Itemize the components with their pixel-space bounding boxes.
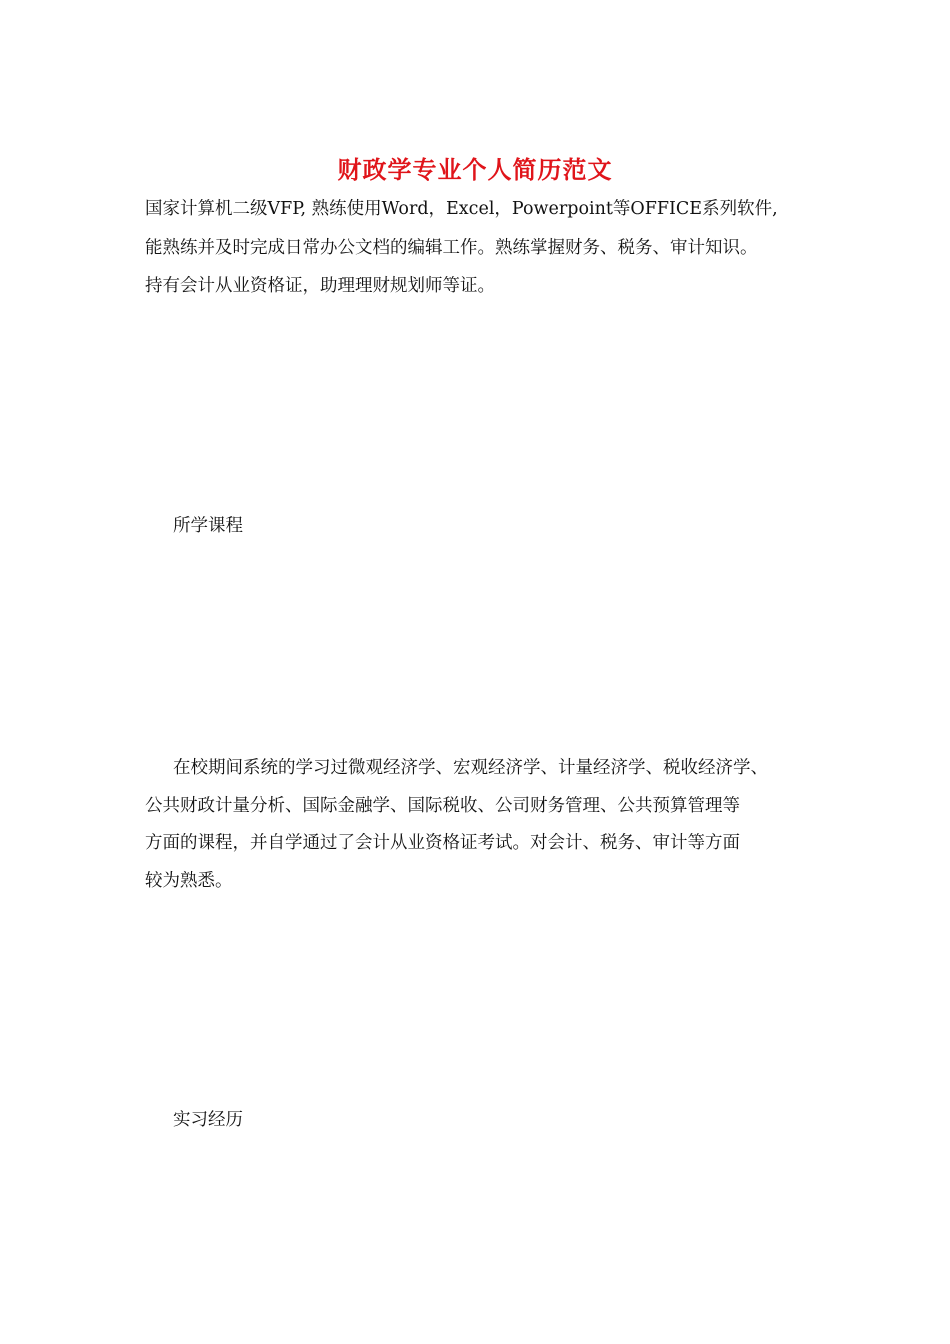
course-line-4: 较为熟悉。 xyxy=(145,871,233,891)
intro-line-2: 能熟练并及时完成日常办公文档的编辑工作。熟练掌握财务、税务、审计知识。 xyxy=(145,238,758,258)
course-line-3: 方面的课程，并自学通过了会计从业资格证考试。对会计、税务、审计等方面 xyxy=(145,833,740,853)
section-heading-internship: 实习经历 xyxy=(173,1110,243,1130)
intro-line-1: 国家计算机二级VFP, 熟练使用Word，Excel，Powerpoint等OFFICE系列软件, xyxy=(145,199,778,219)
document-title: 财政学专业个人简历范文 xyxy=(337,155,613,184)
section-heading-courses: 所学课程 xyxy=(173,516,243,536)
course-line-2: 公共财政计量分析、国际金融学、国际税收、公司财务管理、公共预算管理等 xyxy=(145,796,740,816)
course-line-1: 在校期间系统的学习过微观经济学、宏观经济学、计量经济学、税收经济学、 xyxy=(173,758,768,778)
intro-line-3: 持有会计从业资格证，助理理财规划师等证。 xyxy=(145,276,495,296)
